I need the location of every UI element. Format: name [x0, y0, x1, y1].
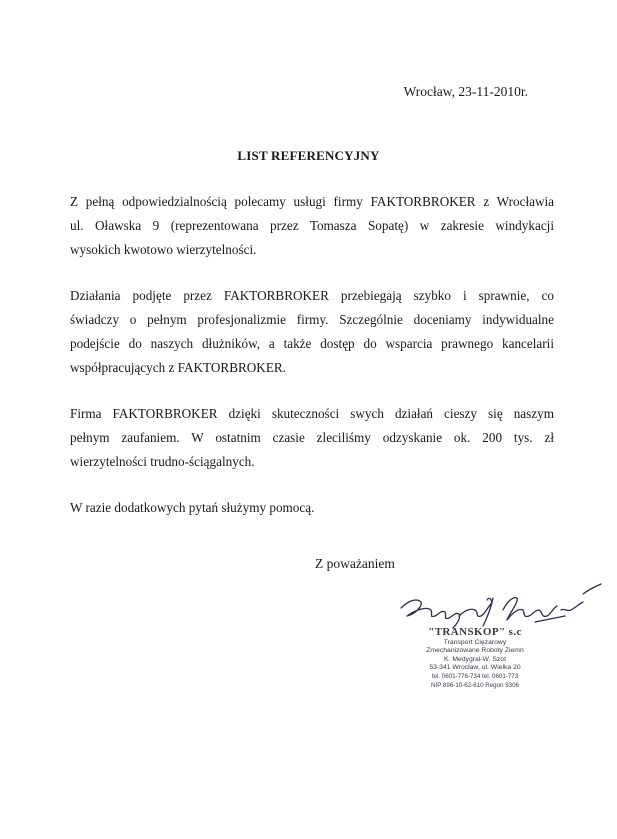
paragraph-line: W razie dodatkowych pytań służymy pomocą.: [70, 500, 315, 515]
paragraph-line: świadczy o pełnym profesjonalizmie firmy. Szczególnie doceniamy indywidualne: [70, 312, 554, 327]
letter-body: [70, 190, 554, 542]
paragraph-line: Z pełną odpowiedzialnością polecamy usługi firmy FAKTORBROKER z Wrocławia: [70, 194, 554, 209]
paragraph-line: podejście do naszych dłużników, a także dostęp do wsparcia prawnego kancelarii: [70, 336, 554, 351]
letter-title: LIST REFERENCYJNY: [237, 148, 380, 163]
company-stamp: [400, 628, 550, 690]
paragraph-1: [70, 190, 554, 262]
stamp-line: tel. 0601-776-734 tel. 0601-773: [431, 672, 519, 680]
paragraph-line: wysokich kwotowo wierzytelności.: [70, 242, 257, 257]
paragraph-line: współpracujących z FAKTORBROKER.: [70, 360, 286, 375]
closing-salutation: Z poważaniem: [315, 556, 395, 571]
stamp-line: Zmechanizowane Roboty Ziemn: [426, 647, 524, 655]
paragraph-line: wierzytelności trudno-ściągalnych.: [70, 454, 255, 469]
paragraph-3: [70, 402, 554, 474]
paragraph-4: [70, 496, 554, 520]
stamp-line: 53-341 Wrocław, ul. Wielka 20: [429, 664, 521, 672]
paragraph-line: Firma FAKTORBROKER dzięki skuteczności swych działań cieszy się naszym: [70, 406, 554, 421]
stamp-line: K. Medygral-W. Szot: [444, 655, 506, 663]
stamp-line: Transport Ciężarowy: [443, 638, 507, 646]
stamp-company-name: "TRANSKOP" s.c: [428, 626, 522, 638]
stamp-line: NIP 896-10-62-610 Regon 9306: [431, 681, 519, 689]
paragraph-line: pełnym zaufaniem. W ostatnim czasie zleciliśmy odzyskanie ok. 200 tys. zł: [70, 430, 554, 445]
paragraph-2: [70, 284, 554, 380]
paragraph-line: Działania podjęte przez FAKTORBROKER przebiegają szybko i sprawnie, co: [70, 288, 554, 303]
letter-date: Wrocław, 23-11-2010r.: [403, 84, 528, 99]
paragraph-line: ul. Oławska 9 (reprezentowana przez Tomasza Sopatę) w zakresie windykacji: [70, 218, 554, 233]
